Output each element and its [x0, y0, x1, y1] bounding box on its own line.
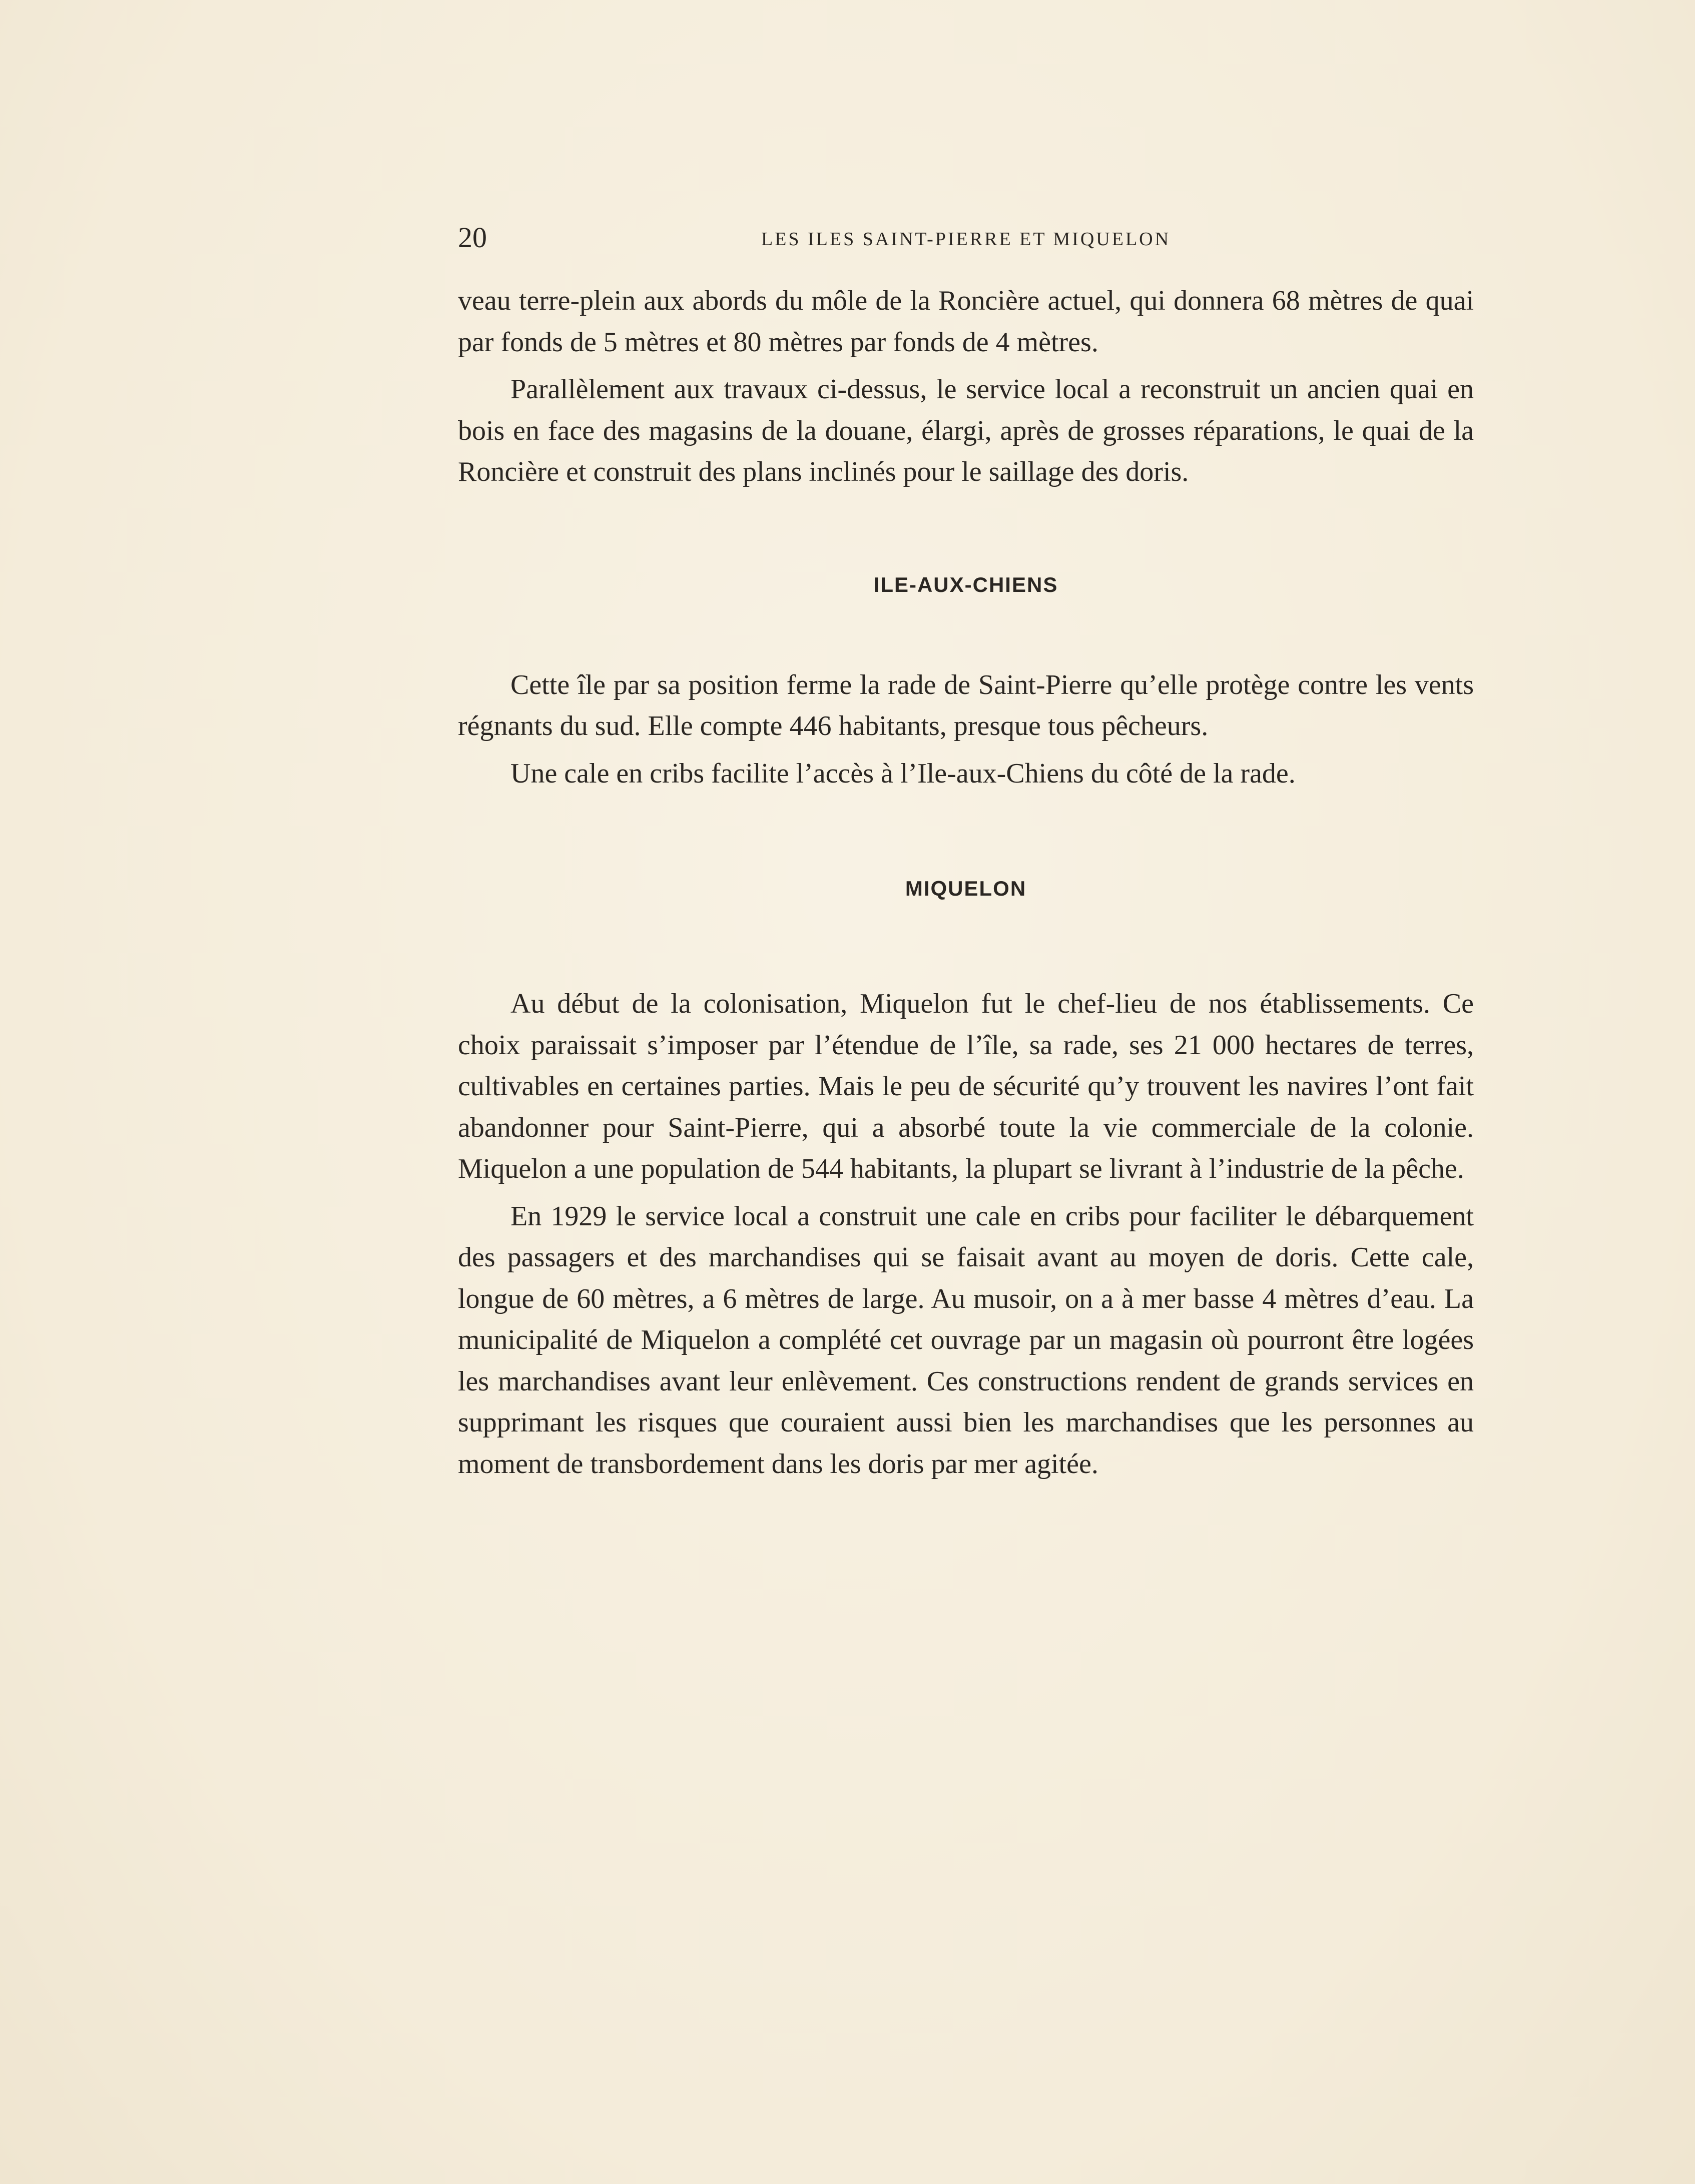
paragraph: Une cale en cribs facilite l’accès à l’Ile-aux-Chiens du côté de la rade.: [510, 758, 1296, 789]
section-heading-miquelon: MIQUELON: [905, 877, 1027, 900]
page-header: [458, 220, 1474, 255]
page-body: [458, 280, 1474, 1485]
section-heading-ile-aux-chiens: ILE-AUX-CHIENS: [873, 572, 1058, 596]
paragraph: Parallèlement aux travaux ci-dessus, le service local a reconstruit un ancien quai en bois en face des magasins de la douane, élargi, après de grosses réparations, le quai de la Roncière et construit des plans inclinés pour le saillage des doris.: [458, 374, 1474, 487]
page-number: 20: [458, 221, 487, 254]
paragraph: Cette île par sa position ferme la rade de Saint-Pierre qu’elle protège contre les vents régnants du sud. Elle compte 446 habitants, presque tous pêcheurs.: [458, 669, 1474, 742]
paragraph: Au début de la colonisation, Miquelon fut le chef-lieu de nos établissements. Ce choix paraissait s’imposer par l’étendue de l’île, sa rade, ses 21 000 hectares de terres, cultivables en certaines parties. Mais le peu de sécurité qu’y trouvent les navires l’ont fait abandonner pour Saint-Pierre, qui a absorbé toute la vie commerciale de la colonie. Miquelon a une population de 544 habitants, la plupart se livrant à l’industrie de la pêche.: [458, 988, 1474, 1184]
continued-paragraph: veau terre-plein aux abords du môle de la Roncière actuel, qui donnera 68 mètres de quai par fonds de 5 mètres et 80 mètres par fonds de 4 mètres.: [458, 285, 1474, 358]
paragraph: En 1929 le service local a construit une cale en cribs pour faciliter le débarquement des passagers et des marchandises qui se faisait avant au moyen de doris. Cette cale, longue de 60 mètres, a 6 mètres de large. Au musoir, on a à mer basse 4 mètres d’eau. La municipalité de Miquelon a complété cet ouvrage par un magasin où pourront être logées les marchandises avant leur enlèvement. Ces constructions rendent de grands services en supprimant les risques que couraient aussi bien les marchandises que les personnes au moment de transbordement dans les doris par mer agitée.: [458, 1200, 1474, 1480]
running-title: LES ILES SAINT-PIERRE ET MIQUELON: [761, 229, 1171, 250]
